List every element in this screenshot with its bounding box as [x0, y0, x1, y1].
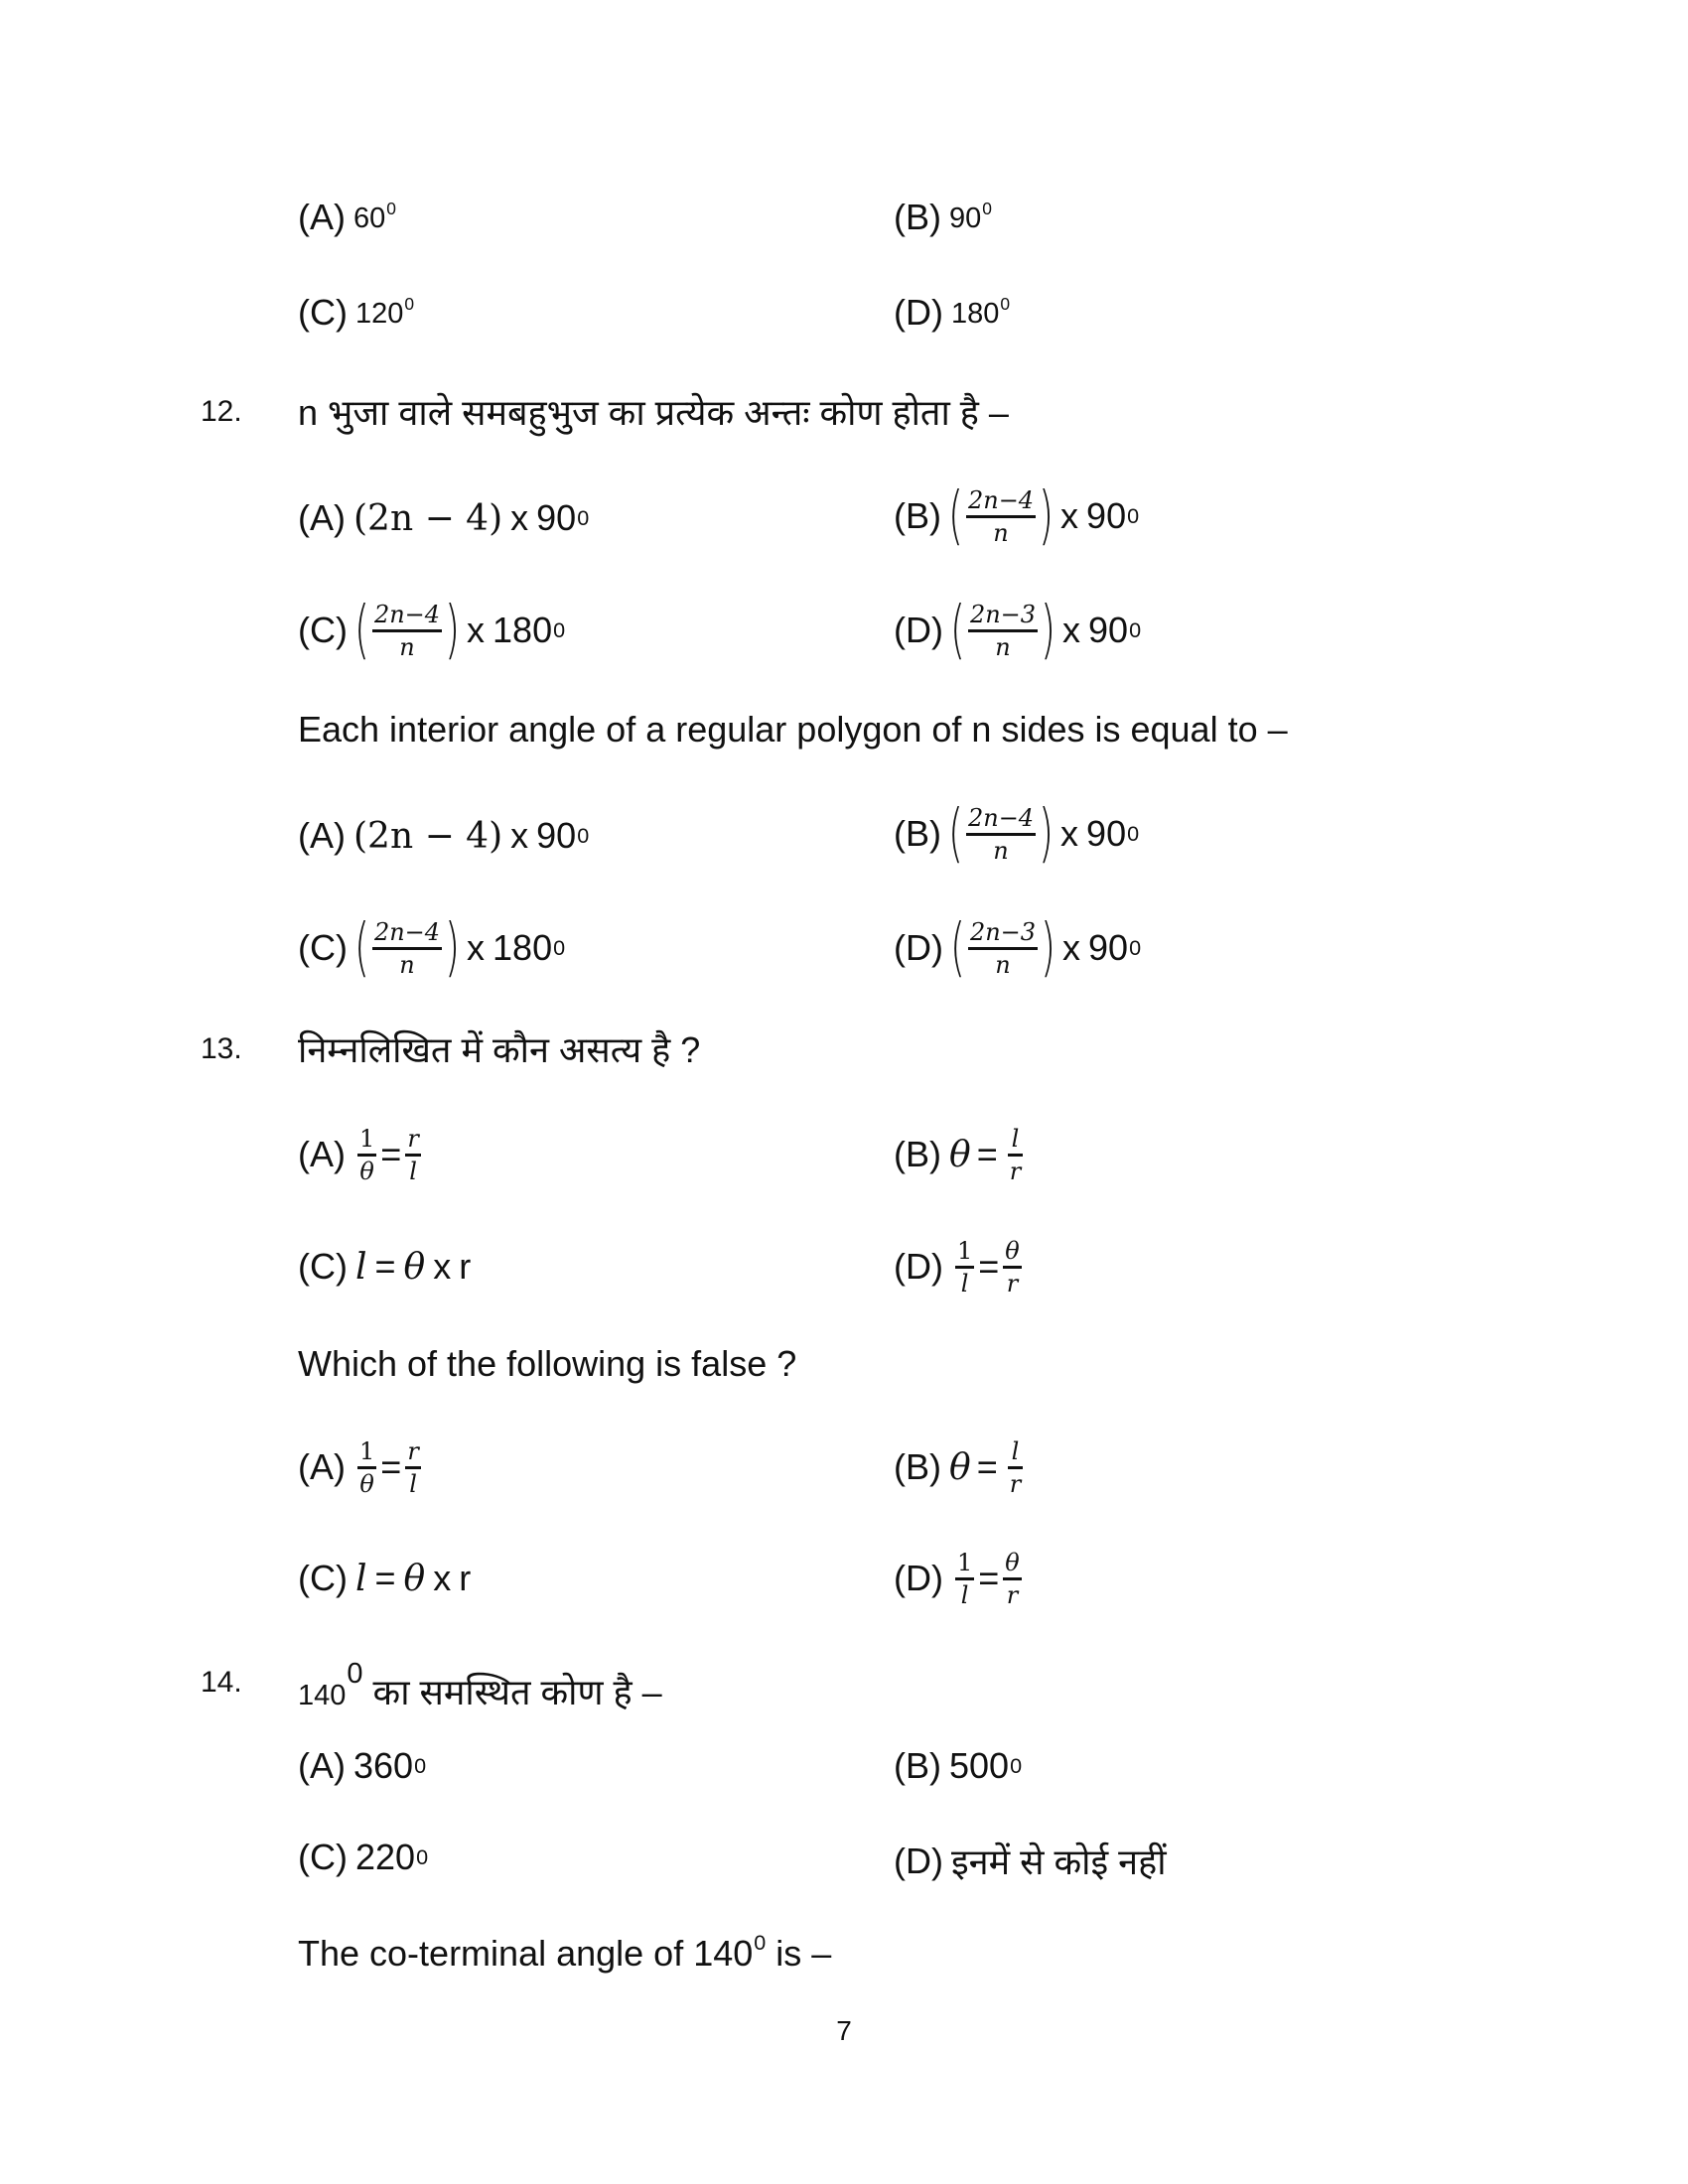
q11-option-a: [298, 197, 396, 238]
equals: =: [976, 1134, 998, 1174]
fraction-right: [1003, 1548, 1021, 1609]
denominator: r: [1006, 1269, 1019, 1297]
numerator: 2n−4: [373, 917, 441, 946]
multiply: x: [467, 610, 486, 650]
q14-option-a: [298, 1745, 426, 1787]
q13-en-option-b: [894, 1430, 1027, 1505]
q11-option-c: [298, 292, 414, 334]
q14-option-b: [894, 1745, 1022, 1787]
numerator: r: [407, 1124, 419, 1153]
degree: 0: [577, 823, 590, 848]
value: 120: [354, 298, 404, 331]
multiply: x: [1062, 927, 1081, 968]
option-label: (D): [894, 1246, 943, 1287]
option-value: [951, 294, 1010, 331]
denominator: l: [960, 1269, 969, 1297]
option-label: (C): [298, 610, 348, 650]
denominator: n: [399, 632, 415, 661]
numerator: 2n−3: [969, 600, 1037, 628]
left-paren: (: [947, 797, 963, 871]
degree: 0: [414, 1753, 427, 1778]
equals: =: [374, 1558, 396, 1598]
fraction-bar: [966, 833, 1036, 836]
option-label: (B): [894, 495, 941, 536]
fraction-left: [357, 1124, 376, 1185]
q12-hi-option-a: [298, 488, 589, 548]
left-paren: (: [353, 911, 369, 985]
denominator: l: [409, 1157, 417, 1185]
fraction-bar: [955, 1266, 974, 1269]
numerator: l: [1011, 1124, 1020, 1153]
numerator: θ: [1005, 1236, 1020, 1265]
fraction-left: [357, 1436, 376, 1498]
denominator: r: [1009, 1469, 1022, 1498]
question-12-english: Each interior angle of a regular polygon of n sides is equal to –: [298, 709, 1288, 750]
fraction-bar: [372, 629, 442, 632]
q13-hi-option-c: [298, 1239, 471, 1295]
degree: 0: [1129, 935, 1142, 960]
fraction-left: [955, 1236, 974, 1297]
option-label: (A): [298, 497, 346, 538]
degree: 0: [553, 617, 566, 642]
q13-en-option-a: [298, 1430, 425, 1505]
fraction-bar: [405, 1466, 420, 1469]
theta: θ: [403, 1558, 426, 1599]
value: 180: [492, 610, 553, 650]
denominator: n: [995, 632, 1011, 661]
fraction-right: [1008, 1436, 1023, 1498]
degree: 0: [1127, 503, 1140, 528]
arc-length: l: [354, 1246, 367, 1288]
degree: 0: [386, 199, 396, 219]
denominator: n: [995, 950, 1011, 979]
fraction-bar: [1003, 1266, 1021, 1269]
q11-option-b: [894, 197, 992, 238]
degree: 0: [347, 1658, 363, 1690]
option-label: (A): [298, 815, 346, 856]
equals: =: [978, 1558, 1000, 1598]
fraction-bar: [968, 947, 1038, 950]
degree: 0: [553, 935, 566, 960]
page-number: 7: [836, 2015, 852, 2046]
question-text: का समस्थित कोण है –: [372, 1671, 662, 1712]
option-label: (D): [894, 610, 943, 650]
degree: 0: [982, 199, 992, 219]
fraction: [372, 917, 442, 979]
theta: θ: [403, 1246, 426, 1288]
value: 500: [949, 1745, 1010, 1786]
degree: 0: [754, 1930, 767, 1955]
radius: r: [459, 1246, 472, 1287]
option-value: [355, 294, 414, 331]
multiply: x: [1062, 610, 1081, 650]
option-label: (B): [894, 1745, 941, 1786]
denominator: θ: [359, 1157, 374, 1185]
fraction-right: [405, 1124, 420, 1185]
fraction-right: [1003, 1236, 1021, 1297]
degree: 0: [416, 1844, 429, 1869]
fraction: [968, 917, 1038, 979]
value: 90: [1088, 927, 1129, 968]
value: 180: [950, 298, 1000, 331]
question-text: The co-terminal angle of 140: [298, 1933, 754, 1975]
question-12-hindi: n भुजा वाले समबहुभुज का प्रत्येक अन्तः कोण होता है –: [298, 392, 1009, 433]
multiply: x: [510, 497, 529, 538]
arc-length: l: [354, 1558, 367, 1599]
q12-hi-option-d: [894, 591, 1141, 670]
option-label: (D): [894, 927, 943, 968]
equals: =: [374, 1246, 396, 1287]
right-paren: ): [1039, 479, 1055, 553]
fraction-bar: [968, 629, 1038, 632]
left-paren: (: [949, 911, 965, 985]
option-label: (C): [298, 927, 348, 968]
option-label: (A): [298, 197, 346, 237]
right-paren: ): [1041, 594, 1056, 667]
denominator: r: [1006, 1580, 1019, 1609]
numerator: r: [407, 1436, 419, 1465]
fraction-bar: [357, 1466, 376, 1469]
option-label: (D): [894, 292, 943, 333]
value: 90: [1086, 495, 1127, 536]
option-label: (C): [298, 1837, 348, 1877]
option-label: (B): [894, 813, 941, 854]
numerator: 2n−4: [967, 485, 1035, 514]
option-label: (C): [298, 292, 348, 333]
multiply: x: [1060, 813, 1079, 854]
q12-en-option-b: [894, 794, 1139, 874]
numerator: 2n−4: [373, 600, 441, 628]
numerator: 1: [359, 1436, 375, 1465]
option-label: (C): [298, 1558, 348, 1598]
option-label: (D): [894, 1840, 943, 1881]
value: 60: [353, 203, 386, 235]
equals: =: [976, 1446, 998, 1487]
option-label: (B): [894, 1446, 941, 1487]
q13-hi-option-d: [894, 1229, 1026, 1304]
degree: 0: [577, 505, 590, 530]
expression: (2n − 4): [353, 815, 503, 857]
option-label: (A): [298, 1134, 346, 1174]
right-paren: ): [1041, 911, 1056, 985]
option-value: [949, 199, 992, 235]
q12-hi-option-b: [894, 477, 1139, 556]
value: 220: [354, 1837, 416, 1877]
numerator: 2n−3: [969, 917, 1037, 946]
equals: =: [380, 1134, 402, 1174]
multiply: x: [433, 1246, 452, 1287]
value: 360: [353, 1745, 414, 1786]
multiply: x: [467, 927, 486, 968]
value: 90: [536, 815, 577, 856]
degree: 0: [1129, 617, 1142, 642]
right-paren: ): [445, 911, 461, 985]
value: 90: [536, 497, 577, 538]
question-13-english: Which of the following is false ?: [298, 1343, 797, 1384]
q14-option-c: [298, 1837, 428, 1878]
fraction-bar: [357, 1154, 376, 1157]
degree: 0: [1127, 821, 1140, 846]
question-text-end: is –: [766, 1933, 832, 1975]
q14-option-d: [894, 1837, 1167, 1885]
numerator: 1: [956, 1548, 973, 1576]
fraction: [968, 600, 1038, 661]
denominator: l: [960, 1580, 969, 1609]
question-13-hindi: निम्नलिखित में कौन असत्य है ?: [298, 1029, 701, 1070]
denominator: l: [409, 1469, 417, 1498]
angle-value: 140: [298, 1679, 347, 1711]
fraction-left: [955, 1548, 974, 1609]
multiply: x: [510, 815, 529, 856]
numerator: θ: [1005, 1548, 1020, 1576]
fraction-bar: [1008, 1154, 1023, 1157]
degree: 0: [404, 294, 415, 315]
right-paren: ): [445, 594, 461, 667]
option-label: (C): [298, 1246, 348, 1287]
denominator: r: [1009, 1157, 1022, 1185]
fraction-bar: [372, 947, 442, 950]
q13-hi-option-b: [894, 1117, 1027, 1192]
fraction: [966, 485, 1036, 547]
theta: θ: [949, 1134, 971, 1175]
option-label: (B): [894, 1134, 941, 1174]
denominator: θ: [359, 1469, 374, 1498]
fraction-right: [1008, 1124, 1023, 1185]
numerator: 2n−4: [967, 803, 1035, 832]
fraction-bar: [405, 1154, 420, 1157]
question-14-english: [298, 1930, 831, 1975]
value: 180: [492, 927, 553, 968]
option-label: (B): [894, 197, 941, 237]
denominator: n: [993, 836, 1009, 865]
numerator: l: [1011, 1436, 1020, 1465]
value: 90: [1088, 610, 1129, 650]
fraction-right: [405, 1436, 420, 1498]
fraction: [372, 600, 442, 661]
q12-hi-option-c: [298, 591, 565, 670]
value: 90: [949, 203, 982, 235]
option-label: (A): [298, 1446, 346, 1487]
fraction: [966, 803, 1036, 865]
q13-en-option-c: [298, 1551, 471, 1606]
q12-en-option-d: [894, 908, 1141, 988]
option-text: इनमें से कोई नहीं: [950, 1842, 1167, 1882]
option-label: (A): [298, 1745, 346, 1786]
numerator: 1: [359, 1124, 375, 1153]
denominator: n: [993, 518, 1009, 547]
multiply: x: [433, 1558, 452, 1598]
left-paren: (: [947, 479, 963, 553]
fraction-bar: [966, 515, 1036, 518]
equals: =: [978, 1246, 1000, 1287]
q12-en-option-c: [298, 908, 565, 988]
right-paren: ): [1039, 797, 1055, 871]
question-14-hindi: [298, 1658, 662, 1715]
q12-en-option-a: [298, 806, 589, 866]
q11-option-d: [894, 292, 1010, 334]
option-label: (D): [894, 1558, 943, 1598]
degree: 0: [1000, 294, 1011, 315]
equals: =: [380, 1446, 402, 1487]
question-number-13: 13.: [201, 1032, 242, 1065]
left-paren: (: [353, 594, 369, 667]
degree: 0: [1010, 1753, 1023, 1778]
q13-en-option-d: [894, 1541, 1026, 1616]
fraction-bar: [1008, 1466, 1023, 1469]
question-number-14: 14.: [201, 1666, 242, 1699]
question-number-12: 12.: [201, 395, 242, 428]
theta: θ: [949, 1446, 971, 1488]
denominator: n: [399, 950, 415, 979]
q13-hi-option-a: [298, 1117, 425, 1192]
radius: r: [459, 1558, 472, 1598]
fraction-bar: [955, 1577, 974, 1580]
value: 90: [1086, 813, 1127, 854]
multiply: x: [1060, 495, 1079, 536]
fraction-bar: [1003, 1577, 1021, 1580]
left-paren: (: [949, 594, 965, 667]
numerator: 1: [956, 1236, 973, 1265]
expression: (2n − 4): [353, 497, 503, 539]
option-value: [353, 199, 396, 235]
